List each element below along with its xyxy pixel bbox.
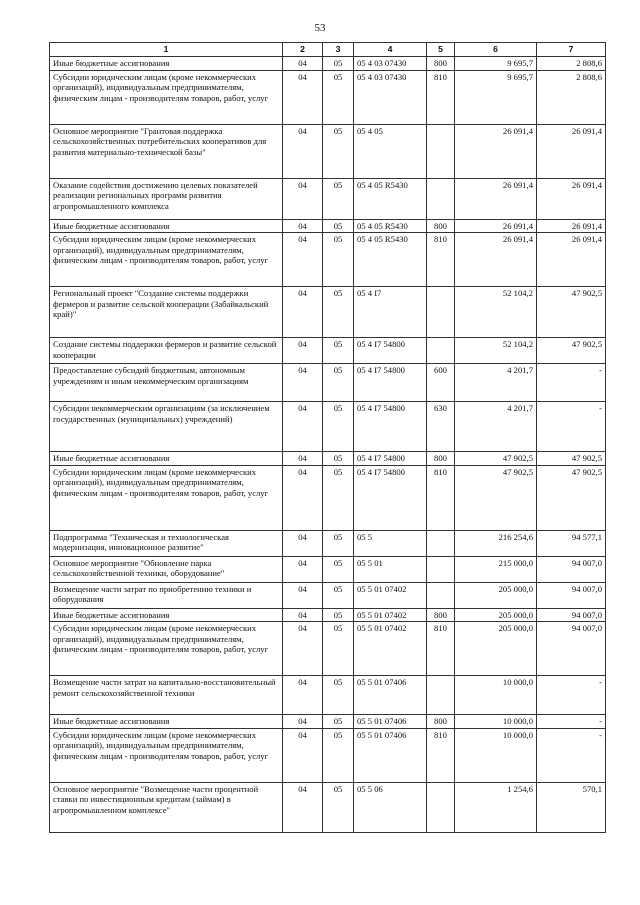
cell-c5 bbox=[427, 782, 455, 832]
cell-c3: 05 bbox=[323, 676, 354, 715]
cell-c4: 05 4 I7 54800 bbox=[354, 364, 427, 402]
cell-c3: 05 bbox=[323, 124, 354, 178]
cell-c2: 04 bbox=[283, 782, 323, 832]
budget-table bbox=[49, 42, 606, 833]
row-label: Субсидии некоммерческим организациям (за исключением государственных (муниципальных) учреждений) bbox=[50, 402, 283, 452]
cell-c4: 05 4 05 R5430 bbox=[354, 178, 427, 219]
cell-c2: 04 bbox=[283, 465, 323, 530]
cell-c6: 4 201,7 bbox=[455, 364, 537, 402]
table-row bbox=[50, 124, 606, 178]
cell-c7: - bbox=[537, 715, 606, 729]
header-row bbox=[50, 43, 606, 57]
cell-c6: 9 695,7 bbox=[455, 57, 537, 71]
cell-c7: - bbox=[537, 728, 606, 782]
cell-c3: 05 bbox=[323, 530, 354, 556]
cell-c7: - bbox=[537, 364, 606, 402]
cell-c7: 94 007,0 bbox=[537, 556, 606, 582]
cell-c6: 26 091,4 bbox=[455, 178, 537, 219]
cell-c3: 05 bbox=[323, 70, 354, 124]
cell-c7: 26 091,4 bbox=[537, 178, 606, 219]
cell-c4: 05 4 I7 54800 bbox=[354, 402, 427, 452]
cell-c7: 47 902,5 bbox=[537, 338, 606, 364]
cell-c2: 04 bbox=[283, 676, 323, 715]
column-header: 2 bbox=[283, 43, 323, 57]
cell-c5: 810 bbox=[427, 233, 455, 287]
row-label: Возмещение части затрат на капитально-восстановительный ремонт сельскохозяйственной техники bbox=[50, 676, 283, 715]
cell-c5: 800 bbox=[427, 57, 455, 71]
cell-c4: 05 5 01 bbox=[354, 556, 427, 582]
table-row bbox=[50, 70, 606, 124]
column-header: 1 bbox=[50, 43, 283, 57]
table-body bbox=[50, 57, 606, 833]
cell-c5: 810 bbox=[427, 728, 455, 782]
page-number: 53 bbox=[314, 22, 326, 34]
cell-c3: 05 bbox=[323, 556, 354, 582]
cell-c7: 47 902,5 bbox=[537, 452, 606, 466]
cell-c6: 26 091,4 bbox=[455, 124, 537, 178]
cell-c6: 215 000,0 bbox=[455, 556, 537, 582]
row-label: Возмещение части затрат по приобретению техники и оборудования bbox=[50, 582, 283, 608]
row-label: Основное мероприятие "Грантовая поддержка сельскохозяйственных потребительских кооперативов для развития материально-технической базы" bbox=[50, 124, 283, 178]
cell-c4: 05 5 bbox=[354, 530, 427, 556]
cell-c2: 04 bbox=[283, 233, 323, 287]
cell-c5 bbox=[427, 124, 455, 178]
cell-c6: 205 000,0 bbox=[455, 608, 537, 622]
row-label: Подпрограмма "Техническая и технологическая модернизация, инновационное развитие" bbox=[50, 530, 283, 556]
cell-c4: 05 4 05 R5430 bbox=[354, 233, 427, 287]
cell-c5: 800 bbox=[427, 608, 455, 622]
cell-c7: 94 007,0 bbox=[537, 608, 606, 622]
cell-c2: 04 bbox=[283, 364, 323, 402]
table-row bbox=[50, 465, 606, 530]
row-label: Иные бюджетные ассигнования bbox=[50, 219, 283, 233]
cell-c3: 05 bbox=[323, 364, 354, 402]
cell-c3: 05 bbox=[323, 622, 354, 676]
table-row bbox=[50, 178, 606, 219]
cell-c5: 810 bbox=[427, 70, 455, 124]
cell-c3: 05 bbox=[323, 582, 354, 608]
row-label: Иные бюджетные ассигнования bbox=[50, 715, 283, 729]
cell-c3: 05 bbox=[323, 219, 354, 233]
cell-c2: 04 bbox=[283, 178, 323, 219]
cell-c7: - bbox=[537, 676, 606, 715]
cell-c6: 26 091,4 bbox=[455, 233, 537, 287]
cell-c5 bbox=[427, 556, 455, 582]
row-label: Субсидии юридическим лицам (кроме некоммерческих организаций), индивидуальным предпринимателям, физическим лицам - производителям товаров, работ, услуг bbox=[50, 70, 283, 124]
cell-c6: 47 902,5 bbox=[455, 452, 537, 466]
cell-c7: 47 902,5 bbox=[537, 287, 606, 338]
cell-c4: 05 5 01 07402 bbox=[354, 622, 427, 676]
cell-c2: 04 bbox=[283, 556, 323, 582]
table-row bbox=[50, 233, 606, 287]
cell-c4: 05 4 I7 bbox=[354, 287, 427, 338]
cell-c4: 05 5 01 07402 bbox=[354, 582, 427, 608]
cell-c6: 10 000,0 bbox=[455, 728, 537, 782]
column-header: 7 bbox=[537, 43, 606, 57]
cell-c3: 05 bbox=[323, 233, 354, 287]
cell-c4: 05 5 06 bbox=[354, 782, 427, 832]
cell-c3: 05 bbox=[323, 728, 354, 782]
cell-c4: 05 4 03 07430 bbox=[354, 70, 427, 124]
table-row bbox=[50, 530, 606, 556]
cell-c6: 10 000,0 bbox=[455, 715, 537, 729]
row-label: Субсидии юридическим лицам (кроме некоммерческих организаций), индивидуальным предпринимателям, физическим лицам - производителям товаров, работ, услуг bbox=[50, 233, 283, 287]
cell-c4: 05 4 05 bbox=[354, 124, 427, 178]
table-row bbox=[50, 402, 606, 452]
table-row bbox=[50, 556, 606, 582]
table-row bbox=[50, 728, 606, 782]
row-label: Субсидии юридическим лицам (кроме некоммерческих организаций), индивидуальным предпринимателям, физическим лицам - производителям товаров, работ, услуг bbox=[50, 465, 283, 530]
cell-c3: 05 bbox=[323, 402, 354, 452]
cell-c6: 4 201,7 bbox=[455, 402, 537, 452]
cell-c7: - bbox=[537, 402, 606, 452]
cell-c2: 04 bbox=[283, 338, 323, 364]
table-row bbox=[50, 715, 606, 729]
cell-c4: 05 4 05 R5430 bbox=[354, 219, 427, 233]
cell-c6: 26 091,4 bbox=[455, 219, 537, 233]
table-row bbox=[50, 57, 606, 71]
cell-c5: 800 bbox=[427, 452, 455, 466]
cell-c2: 04 bbox=[283, 452, 323, 466]
table-row bbox=[50, 622, 606, 676]
table-row bbox=[50, 582, 606, 608]
cell-c6: 216 254,6 bbox=[455, 530, 537, 556]
cell-c6: 205 000,0 bbox=[455, 622, 537, 676]
table-row bbox=[50, 287, 606, 338]
cell-c2: 04 bbox=[283, 622, 323, 676]
cell-c2: 04 bbox=[283, 715, 323, 729]
table-row bbox=[50, 676, 606, 715]
cell-c7: 2 808,6 bbox=[537, 70, 606, 124]
cell-c2: 04 bbox=[283, 124, 323, 178]
table-row bbox=[50, 219, 606, 233]
cell-c2: 04 bbox=[283, 70, 323, 124]
row-label: Предоставление субсидий бюджетным, автономным учреждениям и иным некоммерческим организациям bbox=[50, 364, 283, 402]
cell-c5 bbox=[427, 178, 455, 219]
cell-c5: 600 bbox=[427, 364, 455, 402]
cell-c6: 205 000,0 bbox=[455, 582, 537, 608]
cell-c3: 05 bbox=[323, 452, 354, 466]
cell-c2: 04 bbox=[283, 530, 323, 556]
cell-c5 bbox=[427, 338, 455, 364]
column-header: 3 bbox=[323, 43, 354, 57]
cell-c4: 05 4 I7 54800 bbox=[354, 452, 427, 466]
cell-c3: 05 bbox=[323, 782, 354, 832]
cell-c7: 94 007,0 bbox=[537, 582, 606, 608]
row-label: Субсидии юридическим лицам (кроме некоммерческих организаций), индивидуальным предпринимателям, физическим лицам - производителям товаров, работ, услуг bbox=[50, 622, 283, 676]
cell-c2: 04 bbox=[283, 287, 323, 338]
table-row bbox=[50, 364, 606, 402]
cell-c5: 810 bbox=[427, 465, 455, 530]
cell-c2: 04 bbox=[283, 219, 323, 233]
cell-c7: 26 091,4 bbox=[537, 219, 606, 233]
row-label: Субсидии юридическим лицам (кроме некоммерческих организаций), индивидуальным предпринимателям, физическим лицам - производителям товаров, работ, услуг bbox=[50, 728, 283, 782]
table-row bbox=[50, 452, 606, 466]
cell-c7: 94 577,1 bbox=[537, 530, 606, 556]
cell-c2: 04 bbox=[283, 582, 323, 608]
row-label: Основное мероприятие "Обновление парка сельскохозяйственной техники, оборудование" bbox=[50, 556, 283, 582]
cell-c2: 04 bbox=[283, 57, 323, 71]
cell-c5: 630 bbox=[427, 402, 455, 452]
column-header: 5 bbox=[427, 43, 455, 57]
cell-c2: 04 bbox=[283, 402, 323, 452]
cell-c6: 10 000,0 bbox=[455, 676, 537, 715]
cell-c6: 9 695,7 bbox=[455, 70, 537, 124]
column-header: 4 bbox=[354, 43, 427, 57]
cell-c6: 47 902,5 bbox=[455, 465, 537, 530]
row-label: Иные бюджетные ассигнования bbox=[50, 608, 283, 622]
row-label: Создание системы поддержки фермеров и развитие сельской кооперации bbox=[50, 338, 283, 364]
row-label: Основное мероприятие "Возмещение части процентной ставки по инвестиционным кредитам (займам) в агропромышленном комплексе" bbox=[50, 782, 283, 832]
row-label: Региональный проект "Создание системы поддержки фермеров и развитие сельской кооперации (Забайкальский край)" bbox=[50, 287, 283, 338]
table-row bbox=[50, 338, 606, 364]
cell-c4: 05 5 01 07406 bbox=[354, 715, 427, 729]
cell-c7: 47 902,5 bbox=[537, 465, 606, 530]
cell-c6: 52 104,2 bbox=[455, 287, 537, 338]
cell-c7: 26 091,4 bbox=[537, 124, 606, 178]
cell-c7: 26 091,4 bbox=[537, 233, 606, 287]
cell-c4: 05 4 I7 54800 bbox=[354, 465, 427, 530]
cell-c6: 1 254,6 bbox=[455, 782, 537, 832]
cell-c3: 05 bbox=[323, 178, 354, 219]
cell-c3: 05 bbox=[323, 715, 354, 729]
cell-c3: 05 bbox=[323, 465, 354, 530]
cell-c2: 04 bbox=[283, 608, 323, 622]
cell-c4: 05 5 01 07406 bbox=[354, 728, 427, 782]
cell-c4: 05 4 03 07430 bbox=[354, 57, 427, 71]
cell-c3: 05 bbox=[323, 287, 354, 338]
cell-c3: 05 bbox=[323, 608, 354, 622]
cell-c5 bbox=[427, 287, 455, 338]
cell-c7: 2 808,6 bbox=[537, 57, 606, 71]
column-header: 6 bbox=[455, 43, 537, 57]
cell-c5: 800 bbox=[427, 219, 455, 233]
table-row bbox=[50, 608, 606, 622]
cell-c6: 52 104,2 bbox=[455, 338, 537, 364]
cell-c7: 94 007,0 bbox=[537, 622, 606, 676]
row-label: Иные бюджетные ассигнования bbox=[50, 57, 283, 71]
cell-c3: 05 bbox=[323, 57, 354, 71]
table-row bbox=[50, 782, 606, 832]
cell-c7: 570,1 bbox=[537, 782, 606, 832]
cell-c2: 04 bbox=[283, 728, 323, 782]
cell-c4: 05 5 01 07402 bbox=[354, 608, 427, 622]
cell-c5 bbox=[427, 530, 455, 556]
cell-c5: 800 bbox=[427, 715, 455, 729]
cell-c5: 810 bbox=[427, 622, 455, 676]
row-label: Иные бюджетные ассигнования bbox=[50, 452, 283, 466]
cell-c5 bbox=[427, 582, 455, 608]
cell-c5 bbox=[427, 676, 455, 715]
cell-c3: 05 bbox=[323, 338, 354, 364]
cell-c4: 05 5 01 07406 bbox=[354, 676, 427, 715]
row-label: Оказание содействия достижению целевых показателей реализации региональных программ развития агропромышленного комплекса bbox=[50, 178, 283, 219]
cell-c4: 05 4 I7 54800 bbox=[354, 338, 427, 364]
